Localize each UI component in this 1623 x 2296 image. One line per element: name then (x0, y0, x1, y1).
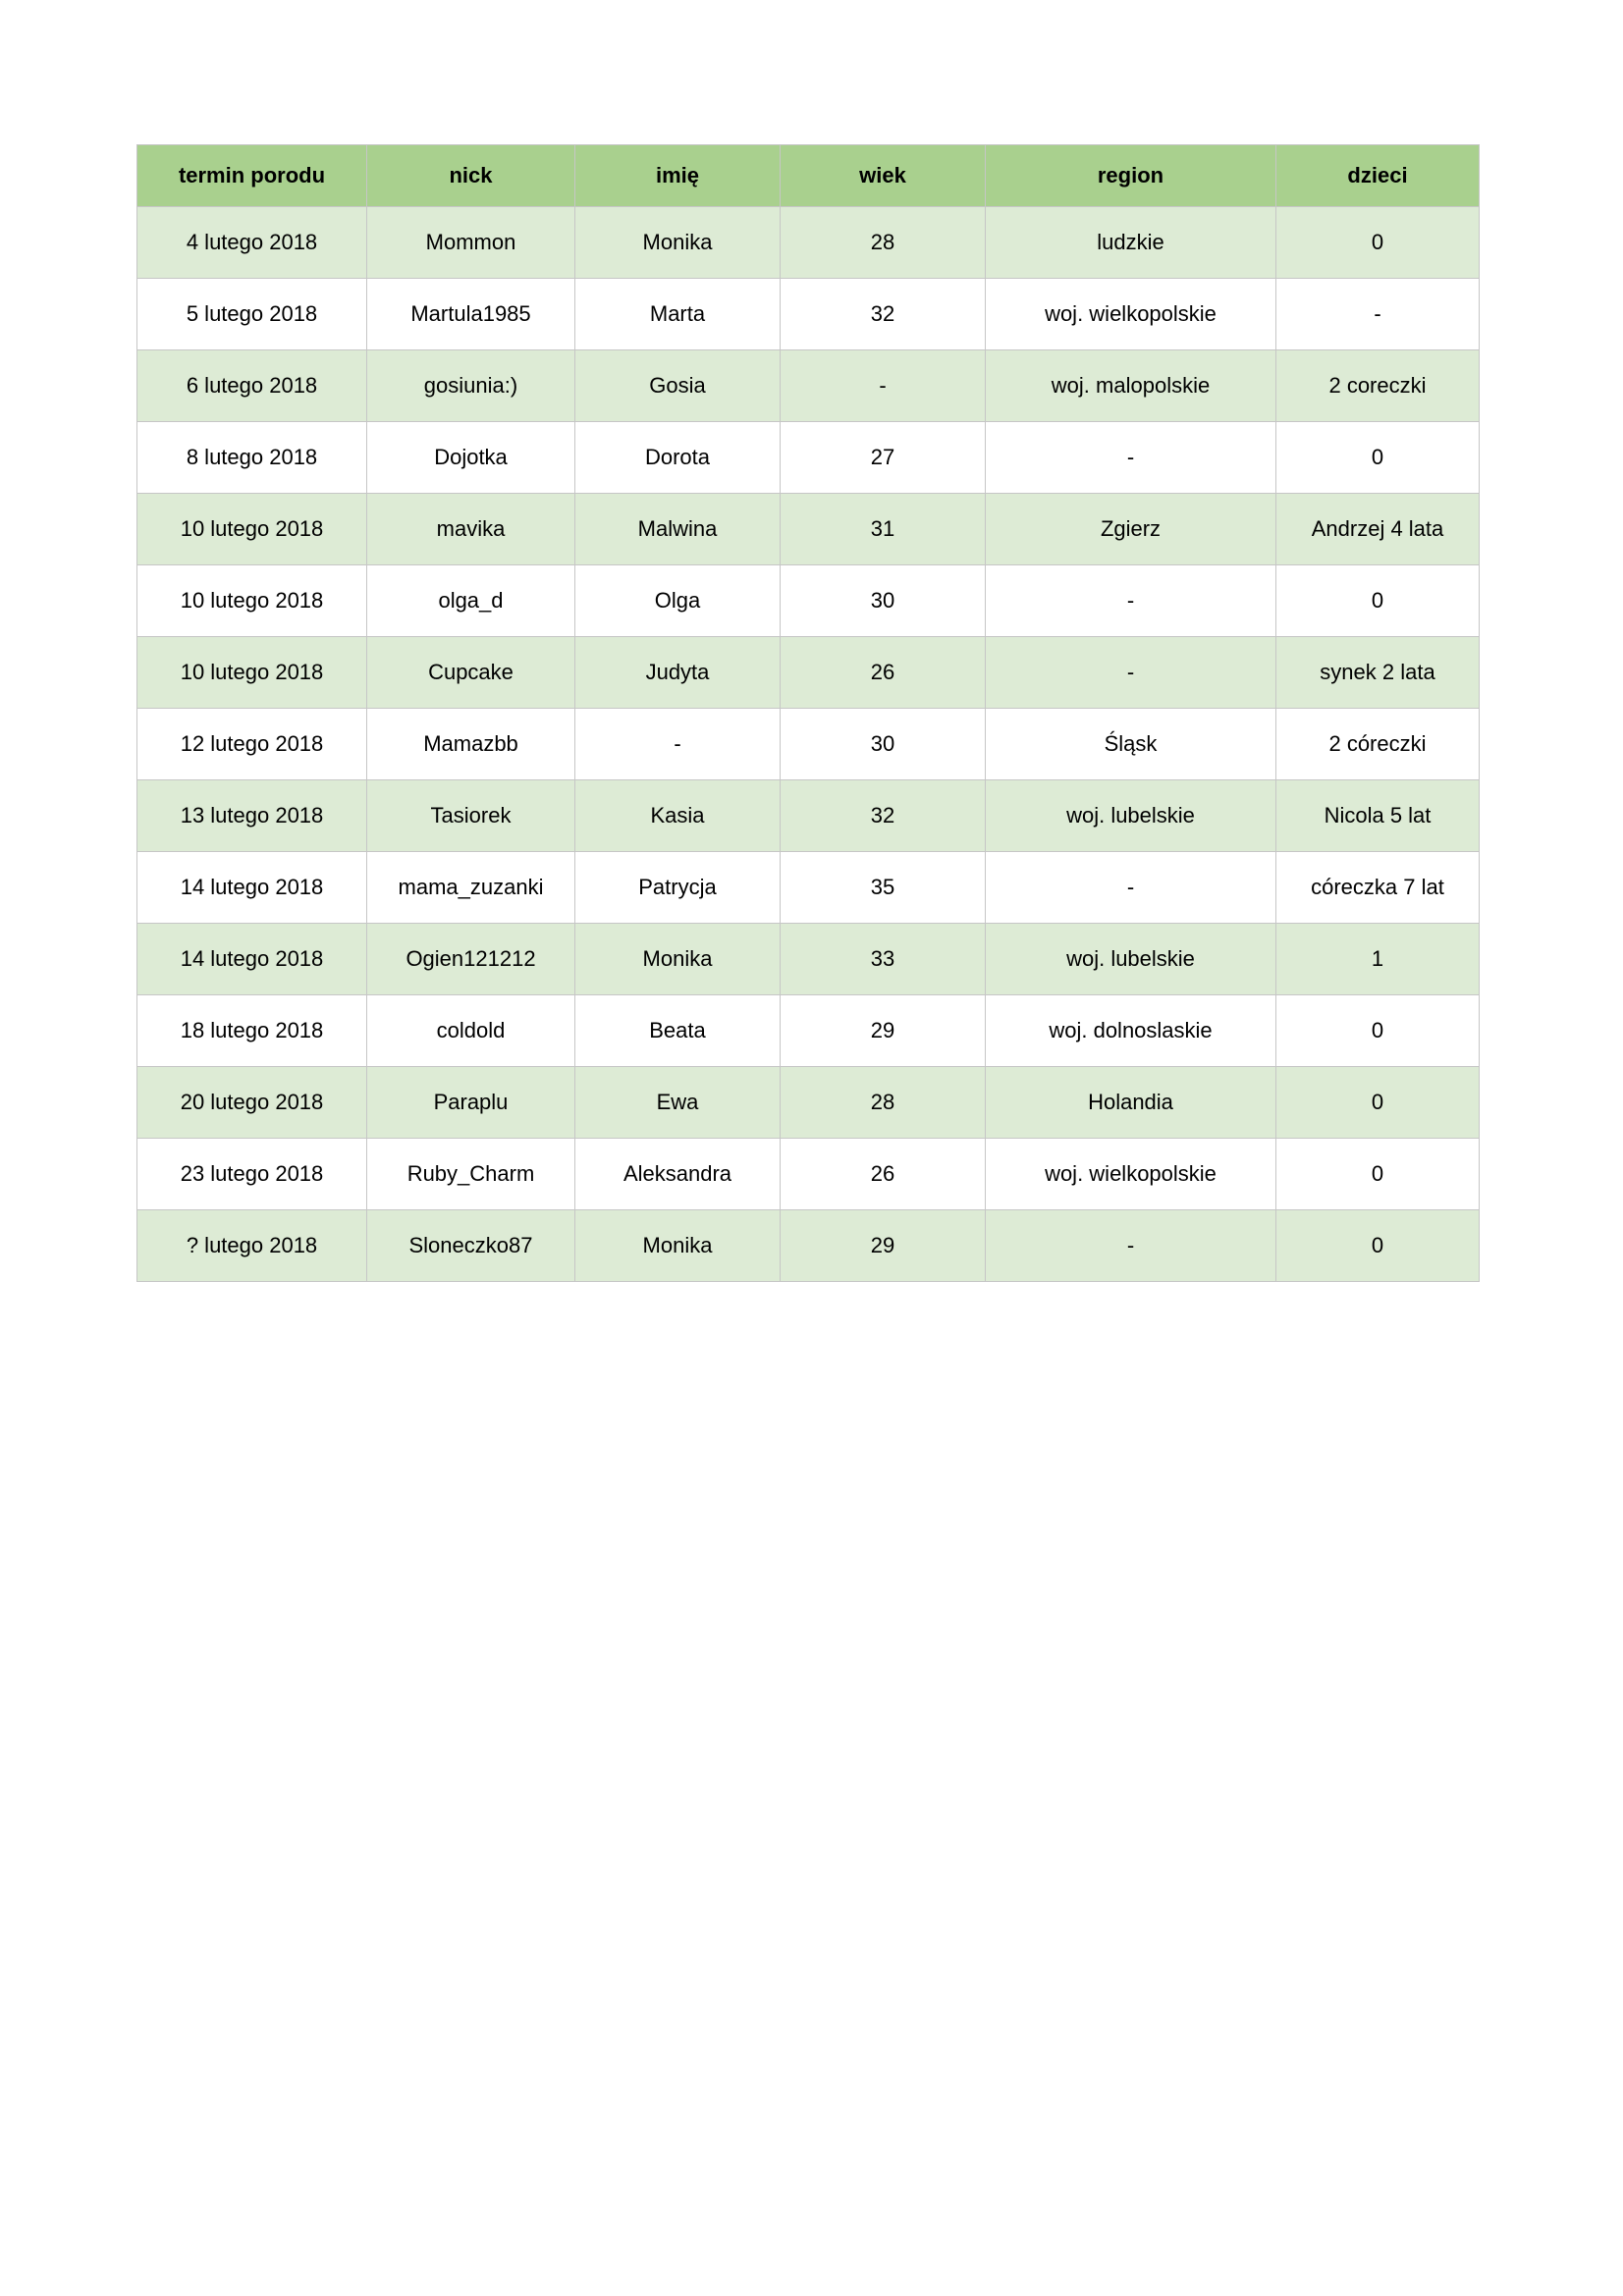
table-cell: - (986, 852, 1276, 924)
table-cell: 30 (781, 709, 986, 780)
table-cell: 30 (781, 565, 986, 637)
table-cell: 10 lutego 2018 (137, 565, 367, 637)
table-cell: olga_d (367, 565, 575, 637)
column-header-1: nick (367, 145, 575, 207)
table-cell: woj. lubelskie (986, 924, 1276, 995)
header-row (137, 145, 1480, 207)
table-cell: 29 (781, 1210, 986, 1282)
table-cell: 32 (781, 279, 986, 350)
table-row (137, 852, 1480, 924)
table-cell: 2 coreczki (1276, 350, 1480, 422)
column-header-3: wiek (781, 145, 986, 207)
table-header (137, 145, 1480, 207)
table-cell: Ogien121212 (367, 924, 575, 995)
table-row (137, 924, 1480, 995)
table-cell: 35 (781, 852, 986, 924)
table-cell: 5 lutego 2018 (137, 279, 367, 350)
table-cell: 26 (781, 1139, 986, 1210)
table-cell: 10 lutego 2018 (137, 494, 367, 565)
table-cell: woj. dolnoslaskie (986, 995, 1276, 1067)
table-cell: Paraplu (367, 1067, 575, 1139)
table-cell: 28 (781, 1067, 986, 1139)
table-cell: Mommon (367, 207, 575, 279)
table-cell: synek 2 lata (1276, 637, 1480, 709)
table-cell: 14 lutego 2018 (137, 852, 367, 924)
table-cell: 2 córeczki (1276, 709, 1480, 780)
table-cell: - (575, 709, 781, 780)
table-cell: 20 lutego 2018 (137, 1067, 367, 1139)
table-cell: 0 (1276, 1139, 1480, 1210)
table-cell: 0 (1276, 422, 1480, 494)
table-row (137, 637, 1480, 709)
table-cell: 28 (781, 207, 986, 279)
table-cell: 6 lutego 2018 (137, 350, 367, 422)
table-cell: Andrzej 4 lata (1276, 494, 1480, 565)
table-cell: Patrycja (575, 852, 781, 924)
table-row (137, 1067, 1480, 1139)
table-cell: 29 (781, 995, 986, 1067)
table-cell: 0 (1276, 565, 1480, 637)
table-cell: Sloneczko87 (367, 1210, 575, 1282)
column-header-0: termin porodu (137, 145, 367, 207)
table-cell: Judyta (575, 637, 781, 709)
table-cell: 26 (781, 637, 986, 709)
table-cell: woj. lubelskie (986, 780, 1276, 852)
table-cell: Kasia (575, 780, 781, 852)
table-cell: Aleksandra (575, 1139, 781, 1210)
table-body (137, 207, 1480, 1282)
table-cell: Śląsk (986, 709, 1276, 780)
table-cell: 0 (1276, 207, 1480, 279)
table-cell: - (986, 637, 1276, 709)
table-cell: Gosia (575, 350, 781, 422)
table-cell: Monika (575, 1210, 781, 1282)
table-cell: woj. wielkopolskie (986, 1139, 1276, 1210)
table-cell: Monika (575, 924, 781, 995)
table-cell: 18 lutego 2018 (137, 995, 367, 1067)
table-cell: 23 lutego 2018 (137, 1139, 367, 1210)
table-cell: - (781, 350, 986, 422)
table-cell: Olga (575, 565, 781, 637)
table-cell: 0 (1276, 1210, 1480, 1282)
table-cell: ludzkie (986, 207, 1276, 279)
column-header-2: imię (575, 145, 781, 207)
table-cell: - (986, 565, 1276, 637)
table-cell: woj. wielkopolskie (986, 279, 1276, 350)
table-cell: 0 (1276, 995, 1480, 1067)
table-cell: 32 (781, 780, 986, 852)
table-cell: mama_zuzanki (367, 852, 575, 924)
table-row (137, 1139, 1480, 1210)
table-row (137, 565, 1480, 637)
table-cell: Malwina (575, 494, 781, 565)
table-cell: 1 (1276, 924, 1480, 995)
table-cell: Zgierz (986, 494, 1276, 565)
table-cell: 14 lutego 2018 (137, 924, 367, 995)
table-cell: coldold (367, 995, 575, 1067)
table-row (137, 995, 1480, 1067)
table-row (137, 709, 1480, 780)
data-table (136, 144, 1480, 1282)
table-cell: 13 lutego 2018 (137, 780, 367, 852)
table-cell: mavika (367, 494, 575, 565)
table-container (136, 144, 1480, 1282)
table-cell: Dorota (575, 422, 781, 494)
table-cell: - (986, 1210, 1276, 1282)
table-row (137, 494, 1480, 565)
table-row (137, 780, 1480, 852)
table-cell: Dojotka (367, 422, 575, 494)
table-row (137, 279, 1480, 350)
table-cell: ? lutego 2018 (137, 1210, 367, 1282)
table-cell: 8 lutego 2018 (137, 422, 367, 494)
table-cell: Mamazbb (367, 709, 575, 780)
table-row (137, 1210, 1480, 1282)
table-cell: córeczka 7 lat (1276, 852, 1480, 924)
table-cell: Beata (575, 995, 781, 1067)
table-cell: Monika (575, 207, 781, 279)
table-cell: 4 lutego 2018 (137, 207, 367, 279)
table-cell: 12 lutego 2018 (137, 709, 367, 780)
table-cell: Ruby_Charm (367, 1139, 575, 1210)
table-cell: Martula1985 (367, 279, 575, 350)
table-cell: - (986, 422, 1276, 494)
table-cell: 10 lutego 2018 (137, 637, 367, 709)
table-row (137, 350, 1480, 422)
table-cell: Ewa (575, 1067, 781, 1139)
table-cell: 31 (781, 494, 986, 565)
table-row (137, 207, 1480, 279)
table-cell: 33 (781, 924, 986, 995)
table-cell: 27 (781, 422, 986, 494)
table-cell: Nicola 5 lat (1276, 780, 1480, 852)
column-header-4: region (986, 145, 1276, 207)
table-cell: Marta (575, 279, 781, 350)
table-row (137, 422, 1480, 494)
table-cell: Tasiorek (367, 780, 575, 852)
table-cell: gosiunia:) (367, 350, 575, 422)
column-header-5: dzieci (1276, 145, 1480, 207)
table-cell: Holandia (986, 1067, 1276, 1139)
table-cell: woj. malopolskie (986, 350, 1276, 422)
table-cell: - (1276, 279, 1480, 350)
table-cell: Cupcake (367, 637, 575, 709)
table-cell: 0 (1276, 1067, 1480, 1139)
